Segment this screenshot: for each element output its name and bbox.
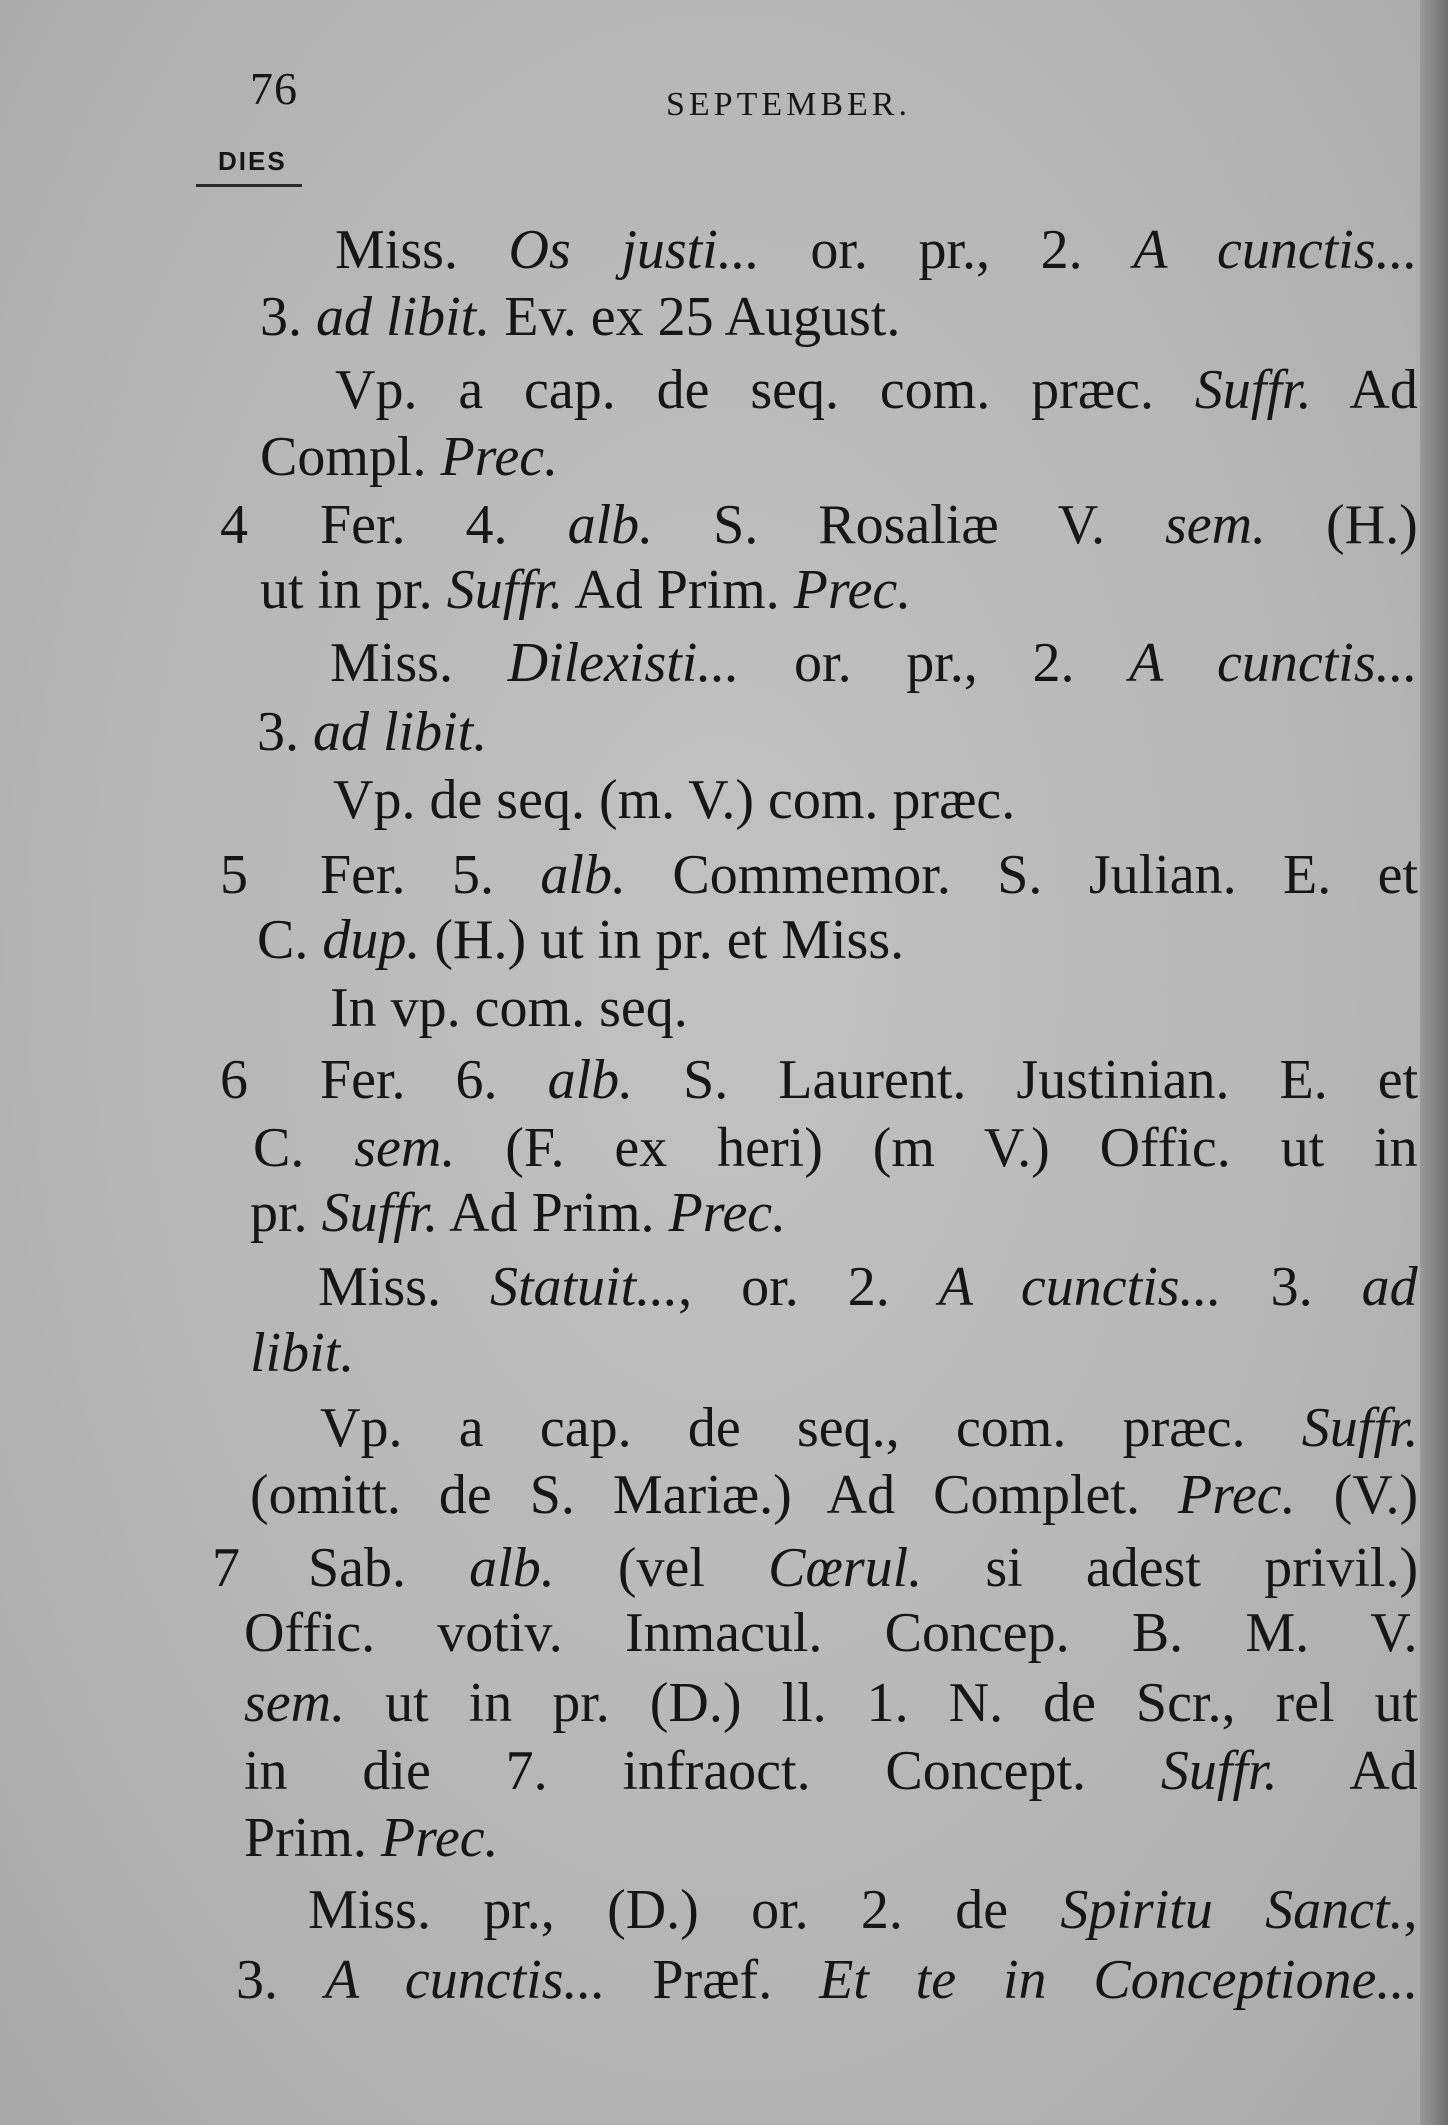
text-run: pr. — [250, 1182, 322, 1244]
italic-text: dup. — [322, 909, 421, 971]
italic-text: Prec. — [440, 426, 559, 488]
text-run: or. pr., 2. — [759, 219, 1134, 281]
text-line — [260, 422, 558, 492]
dies-underline — [196, 184, 302, 187]
italic-text: Dilexisti... — [507, 632, 740, 694]
italic-text: A cunctis... — [938, 1256, 1222, 1318]
text-run: Ad Prim. — [438, 1182, 669, 1244]
day-number: 7 — [212, 1537, 240, 1599]
day-number: 4 — [220, 494, 248, 556]
text-run: Miss. — [318, 1256, 490, 1318]
text-run: 3. — [1221, 1256, 1362, 1318]
text-run: Ev. ex 25 August. — [490, 286, 901, 348]
italic-text: Suffr. — [1160, 1740, 1278, 1802]
text-run: , or. 2. — [678, 1256, 939, 1318]
italic-text: ad libit. — [313, 701, 488, 763]
text-run: (vel — [554, 1537, 769, 1599]
text-line — [320, 1393, 1418, 1463]
text-run: S. Laurent. Justinian. E. et — [633, 1049, 1419, 1111]
italic-text: Spiritu Sanct. — [1060, 1879, 1404, 1941]
text-line — [260, 555, 911, 625]
text-run: S. Rosaliæ V. — [653, 494, 1165, 556]
italic-text: Suffr. — [1301, 1397, 1419, 1459]
text-run: ut in pr. (D.) ll. 1. N. de Scr., rel ut — [345, 1672, 1419, 1734]
text-line — [244, 1598, 1418, 1668]
text-run: Fer. 6. — [320, 1049, 548, 1111]
text-run: (H.) — [1266, 494, 1418, 556]
italic-text: ad — [1361, 1256, 1418, 1318]
text-run: In vp. com. seq. — [330, 977, 688, 1039]
italic-text: Et te in Conceptione... — [819, 1949, 1419, 2011]
day-number: 6 — [220, 1049, 248, 1111]
text-line — [260, 282, 900, 352]
page-gutter-shadow — [1420, 0, 1448, 2125]
italic-text: Statuit... — [489, 1256, 679, 1318]
text-run: (omitt. de S. Mariæ.) Ad Complet. — [250, 1464, 1178, 1526]
italic-text: Prec. — [793, 559, 912, 621]
text-run: si adest privil.) — [922, 1537, 1419, 1599]
italic-text: sem. — [244, 1672, 346, 1734]
text-line — [320, 840, 1418, 910]
italic-text: alb. — [547, 1049, 634, 1111]
text-run: Ad — [1277, 1740, 1418, 1802]
italic-text: Cœrul. — [768, 1537, 923, 1599]
italic-text: alb. — [469, 1537, 555, 1599]
italic-text: alb. — [567, 494, 654, 556]
text-run: Commemor. S. Julian. E. et — [625, 844, 1419, 906]
text-line — [320, 490, 1418, 560]
dies-column-label: DIES — [218, 146, 287, 176]
text-line — [330, 973, 688, 1043]
text-run: Prim. — [244, 1807, 381, 1869]
text-run: 3. — [236, 1949, 325, 2011]
text-run: or. pr., 2. — [739, 632, 1130, 694]
text-line — [320, 1045, 1418, 1115]
text-run: (V.) — [1295, 1464, 1419, 1526]
italic-text: alb. — [540, 844, 626, 906]
text-run: (H.) ut in pr. et Miss. — [420, 909, 905, 971]
italic-text: sem. — [1164, 494, 1267, 556]
text-line — [253, 1113, 1418, 1183]
text-run: , — [1403, 1879, 1418, 1941]
text-line — [308, 1533, 1418, 1603]
text-run: 3. — [260, 286, 316, 348]
italic-text: Os justi... — [508, 219, 760, 281]
text-run: Vp. de seq. (m. V.) com. præc. — [333, 769, 1016, 831]
italic-text: Prec. — [1177, 1464, 1296, 1526]
text-run: Miss. — [335, 219, 509, 281]
text-line — [244, 1736, 1418, 1806]
italic-text: Prec. — [380, 1807, 499, 1869]
text-line — [250, 1178, 786, 1248]
text-run: Fer. 5. — [320, 844, 541, 906]
text-line — [335, 215, 1418, 285]
italic-text: Prec. — [668, 1182, 787, 1244]
text-run: (F. ex heri) (m V.) Offic. ut in — [455, 1117, 1418, 1179]
text-line — [250, 1460, 1418, 1530]
text-run: ut in pr. — [260, 559, 447, 621]
text-run: C. — [253, 1117, 355, 1179]
text-line — [236, 1945, 1418, 2015]
text-run: Compl. — [260, 426, 441, 488]
italic-text: Suffr. — [446, 559, 564, 621]
text-run: Fer. 4. — [320, 494, 568, 556]
text-run: Vp. a cap. de seq. com. præc. — [335, 359, 1195, 421]
text-run: C. — [257, 909, 323, 971]
text-line — [308, 1875, 1418, 1945]
text-run: Vp. a cap. de seq., com. præc. — [320, 1397, 1302, 1459]
text-run: Sab. — [308, 1537, 470, 1599]
italic-text: Suffr. — [1194, 359, 1312, 421]
text-run: in die 7. infraoct. Concept. — [244, 1740, 1161, 1802]
text-line — [244, 1668, 1418, 1738]
italic-text: A cunctis... — [1133, 219, 1418, 281]
text-run: Offic. votiv. Inmacul. Concep. B. M. V. — [244, 1602, 1418, 1664]
text-line — [335, 355, 1418, 425]
italic-text: libit. — [250, 1322, 355, 1384]
text-line — [244, 1803, 499, 1873]
running-head: SEPTEMBER. — [666, 86, 911, 123]
text-line — [318, 1252, 1418, 1322]
text-run: Miss. pr., (D.) or. 2. de — [308, 1879, 1061, 1941]
text-line — [333, 765, 1015, 835]
italic-text: A cunctis... — [1129, 632, 1418, 694]
text-run: Ad — [1311, 359, 1418, 421]
italic-text: sem. — [354, 1117, 456, 1179]
text-run: Ad Prim. — [563, 559, 794, 621]
text-run: 3. — [257, 701, 313, 763]
italic-text: ad libit. — [316, 286, 491, 348]
text-line — [257, 697, 487, 767]
text-run: Præf. — [605, 1949, 820, 2011]
text-line — [257, 905, 904, 975]
day-number: 5 — [220, 844, 248, 906]
text-run: Miss. — [330, 632, 508, 694]
text-line — [330, 628, 1418, 698]
page-number: 76 — [250, 63, 298, 114]
italic-text: Suffr. — [321, 1182, 439, 1244]
text-line — [250, 1318, 354, 1388]
italic-text: A cunctis... — [324, 1949, 606, 2011]
